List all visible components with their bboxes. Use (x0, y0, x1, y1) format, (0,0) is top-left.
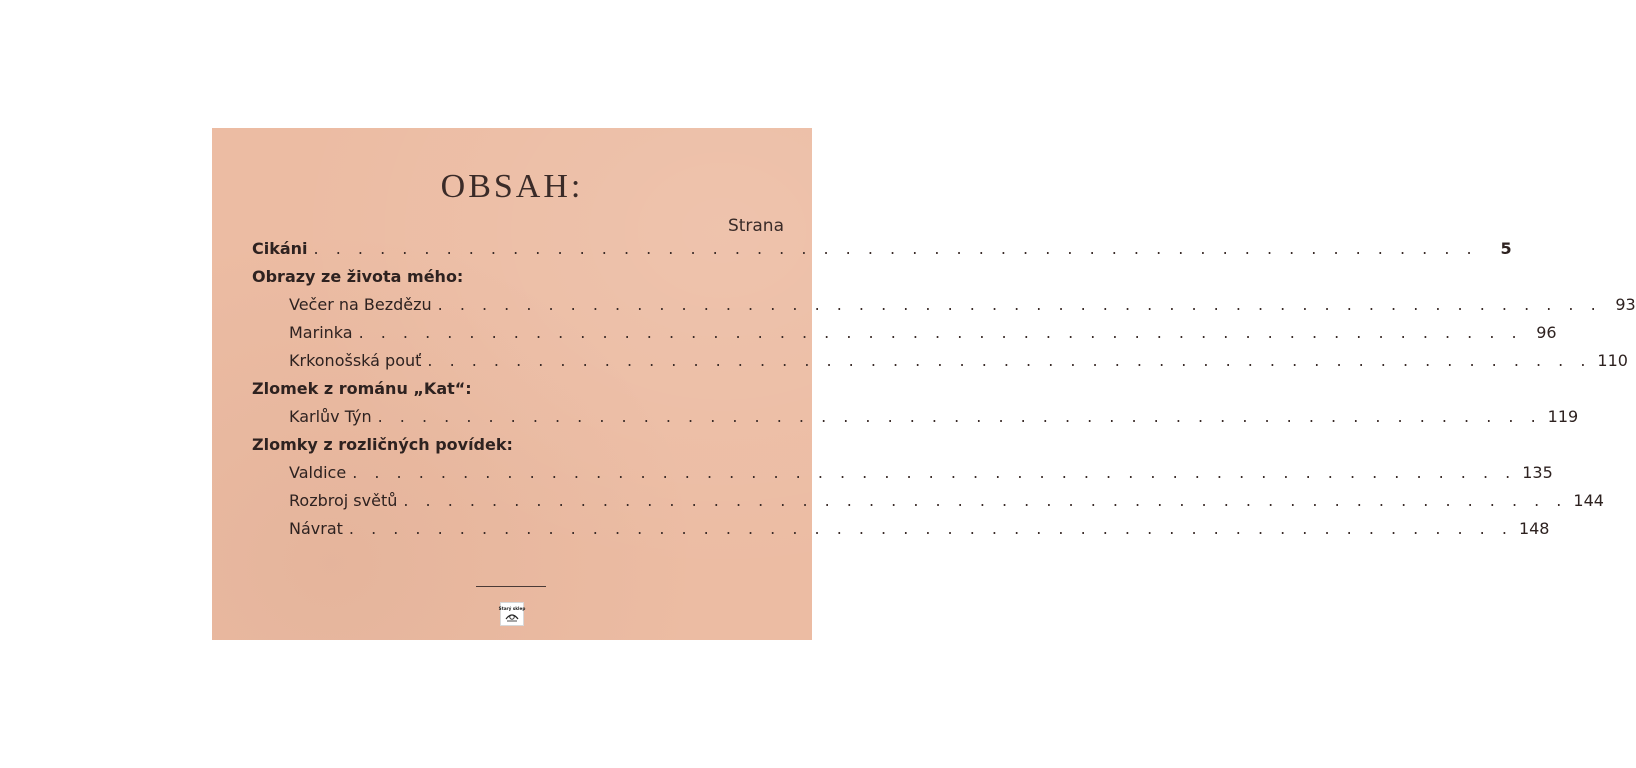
toc-entry (252, 407, 1579, 435)
toc-entry-title: Rozbroj světů (289, 491, 398, 510)
toc-entry-title: Večer na Bezdězu (289, 295, 432, 314)
dot-leader (359, 323, 1523, 342)
toc-page-number: 93 (1615, 295, 1636, 314)
toc-entry-title: Valdice (289, 463, 347, 482)
toc-entry-title: Karlův Týn (289, 407, 372, 426)
toc-entry (252, 295, 1636, 323)
toc-section-heading (252, 379, 784, 407)
toc-page-number: 135 (1522, 463, 1553, 482)
toc-page-number: 148 (1518, 519, 1550, 538)
dot-leader (352, 463, 1516, 482)
toc-entry-title: Cikáni (252, 239, 308, 258)
ornamental-divider (476, 586, 546, 587)
toc-entry (252, 491, 1604, 519)
toc-section-title: Zlomek z románu „Kat“: (252, 379, 472, 398)
logo-icon (498, 603, 526, 625)
toc-entry (252, 463, 1553, 491)
toc-entry (252, 519, 1550, 547)
dot-leader (378, 407, 1542, 426)
toc-page-number: 96 (1536, 323, 1557, 342)
svg-text:Starý sklep: Starý sklep (498, 606, 526, 611)
dot-leader (403, 491, 1567, 510)
dot-leader (438, 295, 1602, 314)
toc-entry-title: Krkonošská pouť (289, 351, 422, 370)
dot-leader (427, 351, 1591, 370)
toc-entry-title: Návrat (289, 519, 343, 538)
toc-section-title: Obrazy ze života mého: (252, 267, 464, 286)
toc-section-title: Zlomky z rozličných povídek: (252, 435, 513, 454)
toc-section-heading (252, 435, 784, 463)
page-column-label: Strana (727, 216, 784, 236)
watermark-logo (500, 602, 524, 626)
toc-entry (252, 239, 1512, 267)
toc-page-number: 110 (1597, 351, 1628, 370)
toc-page-number: 119 (1547, 407, 1579, 426)
toc-entry-title: Marinka (289, 323, 353, 342)
book-page (212, 128, 1636, 640)
dot-leader (349, 519, 1513, 538)
table-of-contents (252, 239, 1636, 547)
toc-entry (252, 351, 1628, 379)
page-title: OBSAH: (440, 168, 584, 205)
toc-section-heading (252, 267, 784, 295)
toc-entry (252, 323, 1557, 351)
toc-page-number: 5 (1500, 239, 1512, 258)
toc-page-number: 144 (1573, 491, 1604, 510)
dot-leader (314, 239, 1478, 258)
